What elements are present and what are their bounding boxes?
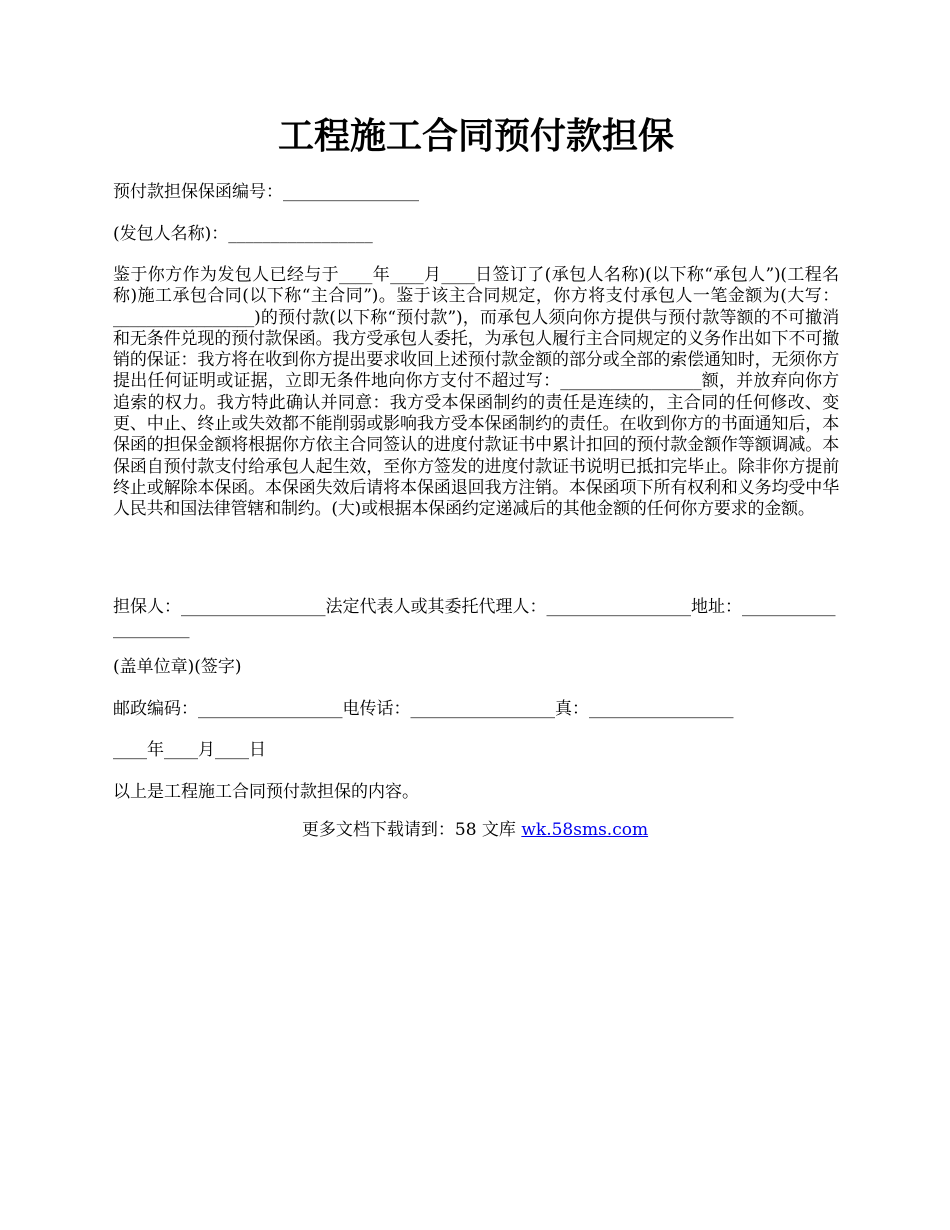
footer-prefix: 更多文档下载请到：58 文库 [301,820,522,840]
guarantor-line: 担保人：_________________法定代表人或其委托代理人：_________________地址：____________________ [113,597,836,639]
body-paragraph: 鉴于你方作为发包人已经与于____年____月____日签订了(承包人名称)(以下称“承包人”)(工程名称)施工承包合同(以下称“主合同”)。鉴于该主合同规定，你方将支付承包人一笔金额为(大写：_________________)的预付款(以下称“预付款”)，而承包人须向你方提供与预付款等额的不可撤消和无条件兑现的预付款保函。我方受承包人委托，为承包人履行主合同规定的义务作出如下不可撤销的保证：我方将在收到你方提出要求收回上述预付款金额的部分或全部的索偿通知时，无须你方提出任何证明或证据，立即无条件地向你方支付不超过写：_________________额，并放弃向你方追索的权力。我方特此确认并同意：我方受本保函制约的责任是连续的，主合同的任何修改、变更、中止、终止或失效都不能削弱或影响我方受本保函制约的责任。在收到你方的书面通知后，本保函的担保金额将根据你方依主合同签认的进度付款证书中累计扣回的预付款金额作等额调减。本保函自预付款支付给承包人起生效，至你方签发的进度付款证书说明已抵扣完毕止。除非你方提前终止或解除本保函。本保函失效后请将本保函退回我方注销。本保函项下所有权利和义务均受中华人民共和国法律管辖和制约。(大)或根据本保函约定递减后的其他金额的任何你方要求的金额。 [113,265,839,520]
seal-sign-line: (盖单位章)(签字) [113,657,242,677]
footer-link[interactable]: wk.58sms.com [521,820,649,840]
employer-name-line: (发包人名称)：_________________ [113,224,373,244]
footer [0,819,950,841]
closing-line: 以上是工程施工合同预付款担保的内容。 [113,782,419,802]
postal-contact-line: 邮政编码：_________________电传话：_________________真：_________________ [113,699,734,719]
document-title: 工程施工合同预付款担保 [277,115,674,157]
guarantee-number-line: 预付款担保保函编号：________________ [113,182,419,202]
date-line: ____年____月____日 [113,740,266,760]
